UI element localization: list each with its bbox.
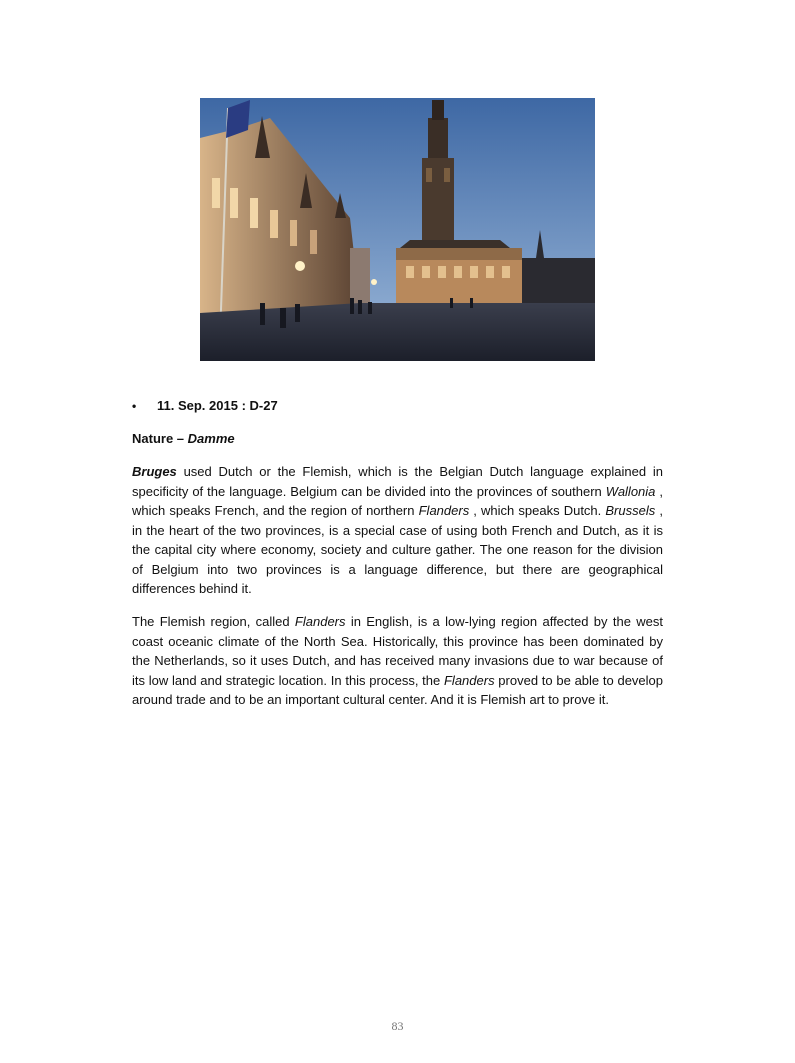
- paragraph-2: The Flemish region, called Flanders in English, is a low-lying region affected by the west coast oceanic climate of the North Sea. Historically, this province has been dominated by the Netherlands, so it uses Dutch, and has received many invasions due to war because of its low land and strategic location. In this process, the Flanders proved to be able to develop around trade and to be an important cultural center. And it is Flemish art to prove it.: [132, 614, 663, 707]
- street-lamp: [295, 261, 305, 271]
- term-flanders: Flanders: [443, 672, 495, 688]
- heading-label: Nature –: [132, 431, 188, 446]
- term-brussels: Brussels: [605, 503, 656, 518]
- right-buildings: [522, 258, 595, 308]
- date-line: 11. Sep. 2015 : D-27: [157, 398, 278, 413]
- section-heading: [132, 430, 235, 448]
- market-square-image: [200, 98, 595, 361]
- term-flanders: Flanders: [418, 503, 470, 518]
- paragraph-1: Bruges used Dutch or the Flemish, which is the Belgian Dutch language explained in specificity of the language. Belgium can be divided into the provinces of southern Wallonia , which speaks French, and the region of northern Flanders , which speaks Dutch. Brussels , in the heart of the two provinces, is a special case of using both French and Dutch, as it is the capital city where economy, society and culture gather. The one reason for the division of Belgium into two provinces is a language difference, but there are geographical differences behind it.: [132, 464, 663, 596]
- term-bruges: Bruges: [132, 464, 177, 479]
- bruges-photo: [200, 98, 595, 361]
- page-number: 83: [391, 1019, 404, 1033]
- bullet-icon: •: [132, 399, 137, 413]
- market-square-ground: [200, 303, 595, 361]
- term-flanders: Flanders: [294, 614, 346, 629]
- halls-building: [396, 240, 522, 304]
- heading-place: Damme: [187, 431, 235, 446]
- term-wallonia: Wallonia: [605, 483, 656, 499]
